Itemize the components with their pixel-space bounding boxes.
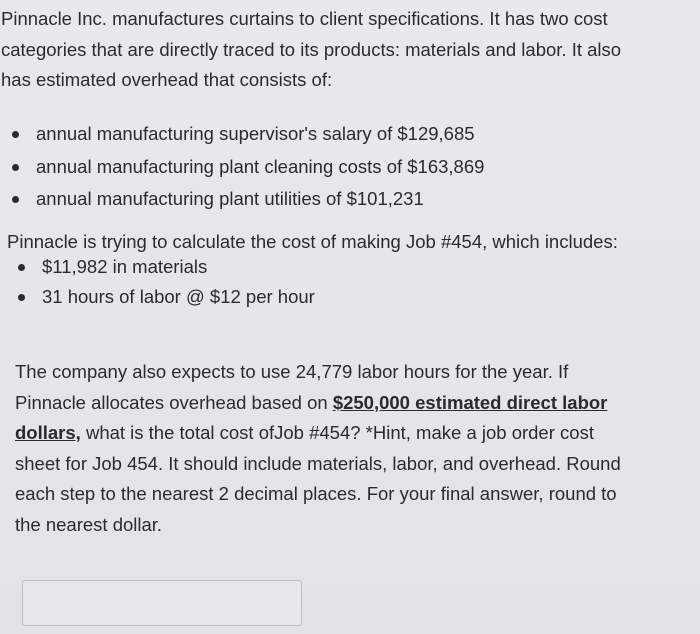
emphasis-dollars: dollars,: [15, 422, 81, 443]
overhead-item-cleaning-costs: annual manufacturing plant cleaning costs of $163,869: [10, 151, 484, 184]
job-intro: Pinnacle is trying to calculate the cost of making Job #454, which includes:: [7, 231, 618, 252]
question-text: [15, 357, 675, 540]
overhead-item-utilities: annual manufacturing plant utilities of $101,231: [10, 183, 484, 216]
intro-line-1: Pinnacle Inc. manufactures curtains to client specifications. It has two cost: [1, 8, 608, 29]
intro-line-3: has estimated overhead that consists of:: [1, 69, 333, 90]
question-line-6: the nearest dollar.: [15, 513, 163, 535]
problem-intro: [1, 4, 700, 96]
job-item-materials: $11,982 in materials: [16, 252, 315, 282]
answer-input[interactable]: [22, 580, 302, 626]
job-cost-list: [16, 252, 315, 312]
emphasis-estimated-labor: $250,000 estimated direct labor: [332, 391, 608, 413]
question-line-2-text: Pinnacle allocates overhead based on: [15, 391, 333, 413]
intro-line-2: categories that are directly traced to its products: materials and labor. It also: [1, 38, 622, 60]
question-line-3-text: what is the total cost ofJob #454? *Hint, make a job order cost: [80, 422, 594, 443]
question-line-1: The company also expects to use 24,779 labor hours for the year. If: [15, 361, 569, 382]
job-item-labor: 31 hours of labor @ $12 per hour: [16, 282, 315, 312]
question-line-5: each step to the nearest 2 decimal places. For your final answer, round to: [15, 483, 617, 504]
question-line-4: sheet for Job 454. It should include materials, labor, and overhead. Round: [15, 452, 621, 474]
overhead-item-supervisor-salary: annual manufacturing supervisor's salary of $129,685: [10, 118, 484, 151]
question-line-3: [15, 418, 675, 449]
question-line-2: [15, 388, 675, 419]
overhead-cost-list: [10, 118, 484, 216]
